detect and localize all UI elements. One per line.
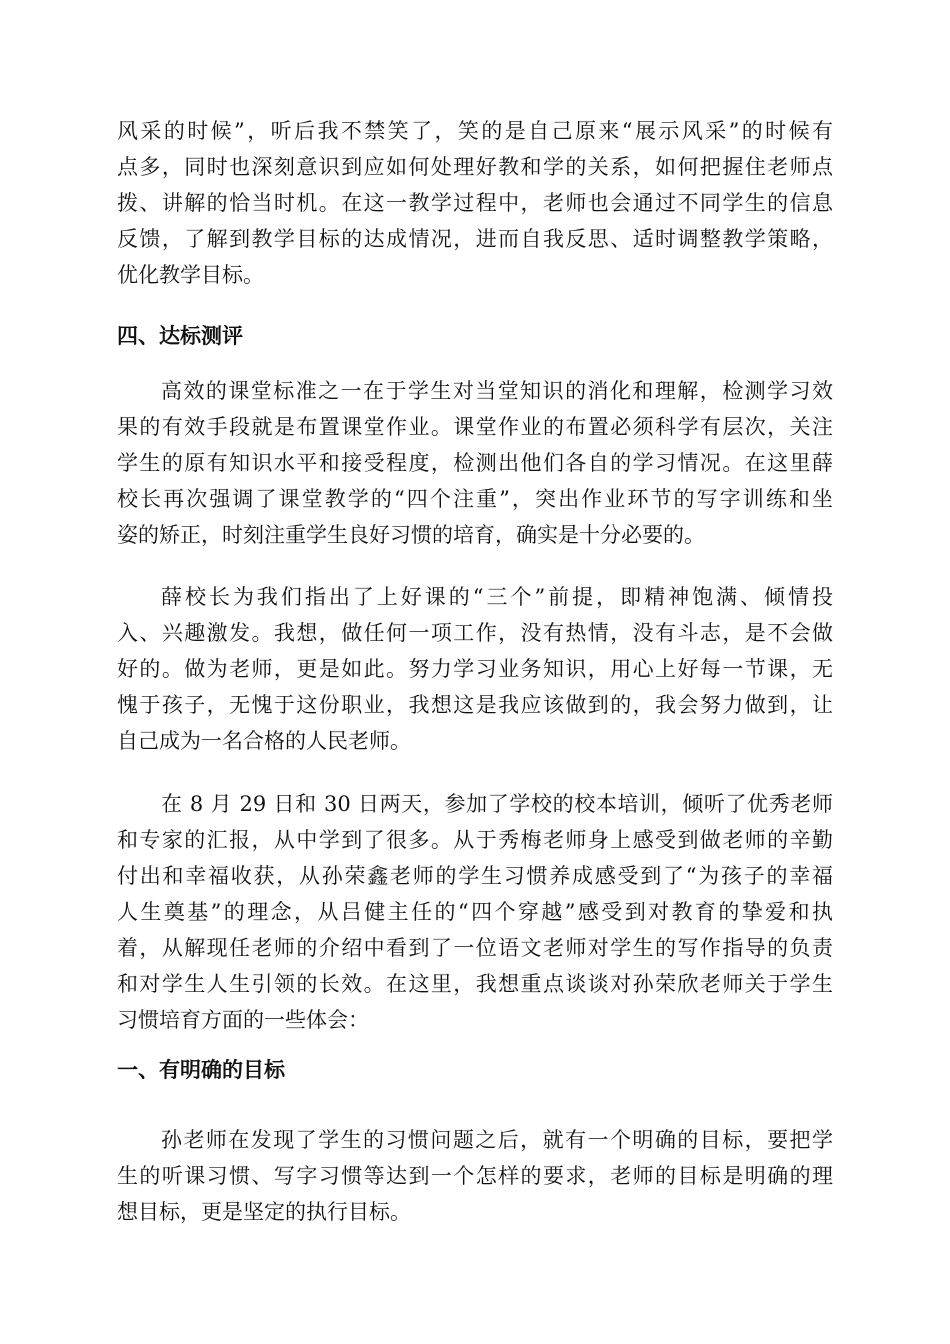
- text-line: 反馈，了解到教学目标的达成情况，进而自我反思、适时调整教学策略，: [117, 227, 833, 251]
- text-line: 和对学生人生引领的长效。在这里，我想重点谈谈对孙荣欣老师关于学生: [117, 972, 833, 996]
- text-line: 风采的时候”，听后我不禁笑了，笑的是自己原来“展示风采”的时候有: [117, 119, 833, 143]
- text-line: 愧于孩子，无愧于这份职业，我想这是我应该做到的，我会努力做到，让: [117, 693, 833, 717]
- text-line: 习惯培育方面的一些体会：: [117, 1008, 369, 1032]
- paragraph-training: [117, 786, 833, 1038]
- text-line: 付出和幸福收获，从孙荣鑫老师的学生习惯养成感受到了“为孩子的幸福: [117, 864, 833, 888]
- text-line: 孙老师在发现了学生的习惯问题之后，就有一个明确的目标，要把学: [161, 1128, 833, 1152]
- text-line: 高效的课堂标准之一在于学生对当堂知识的消化和理解，检测学习效: [161, 379, 833, 403]
- text-line: 学生的原有知识水平和接受程度，检测出他们各自的学习情况。在这里薛: [117, 451, 833, 475]
- paragraph-assessment: [117, 373, 833, 553]
- text-line: 点多，同时也深刻意识到应如何处理好教和学的关系，如何把握住老师点: [117, 155, 833, 179]
- text-line: 人生奠基”的理念，从吕健主任的“四个穿越”感受到对教育的挚爱和执: [117, 900, 833, 924]
- text-line: 在 8 月 29 日和 30 日两天，参加了学校的校本培训，倾听了优秀老师: [161, 792, 833, 816]
- text-line: 拨、讲解的恰当时机。在这一教学过程中，老师也会通过不同学生的信息: [117, 191, 833, 215]
- text-line: 想目标，更是坚定的执行目标。: [117, 1200, 411, 1224]
- text-line: 优化教学目标。: [117, 263, 264, 287]
- text-line: 生的听课习惯、写字习惯等达到一个怎样的要求，老师的目标是明确的理: [117, 1164, 833, 1188]
- text-line: 着，从解现任老师的介绍中看到了一位语文老师对学生的写作指导的负责: [117, 936, 833, 960]
- paragraph-goal: [117, 1122, 833, 1230]
- section-heading-assessment: 四、达标测评: [117, 324, 243, 348]
- text-line: 好的。做为老师，更是如此。努力学习业务知识，用心上好每一节课，无: [117, 657, 833, 681]
- text-line: 入、兴趣激发。我想，做任何一项工作，没有热情，没有斗志，是不会做: [117, 621, 833, 645]
- text-line: 自己成为一名合格的人民老师。: [117, 729, 411, 753]
- text-line: 薛校长为我们指出了上好课的“三个”前提，即精神饱满、倾情投: [161, 585, 833, 609]
- text-line: 校长再次强调了课堂教学的“四个注重”，突出作业环节的写字训练和坐: [117, 487, 833, 511]
- paragraph-premises: [117, 579, 833, 759]
- text-line: 姿的矫正，时刻注重学生良好习惯的培育，确实是十分必要的。: [117, 523, 705, 547]
- text-line: 果的有效手段就是布置课堂作业。课堂作业的布置必须科学有层次，关注: [117, 415, 833, 439]
- text-line: 和专家的汇报，从中学到了很多。从于秀梅老师身上感受到做老师的辛勤: [117, 828, 833, 852]
- paragraph-reflection: [117, 113, 833, 293]
- section-heading-goal: 一、有明确的目标: [117, 1058, 285, 1082]
